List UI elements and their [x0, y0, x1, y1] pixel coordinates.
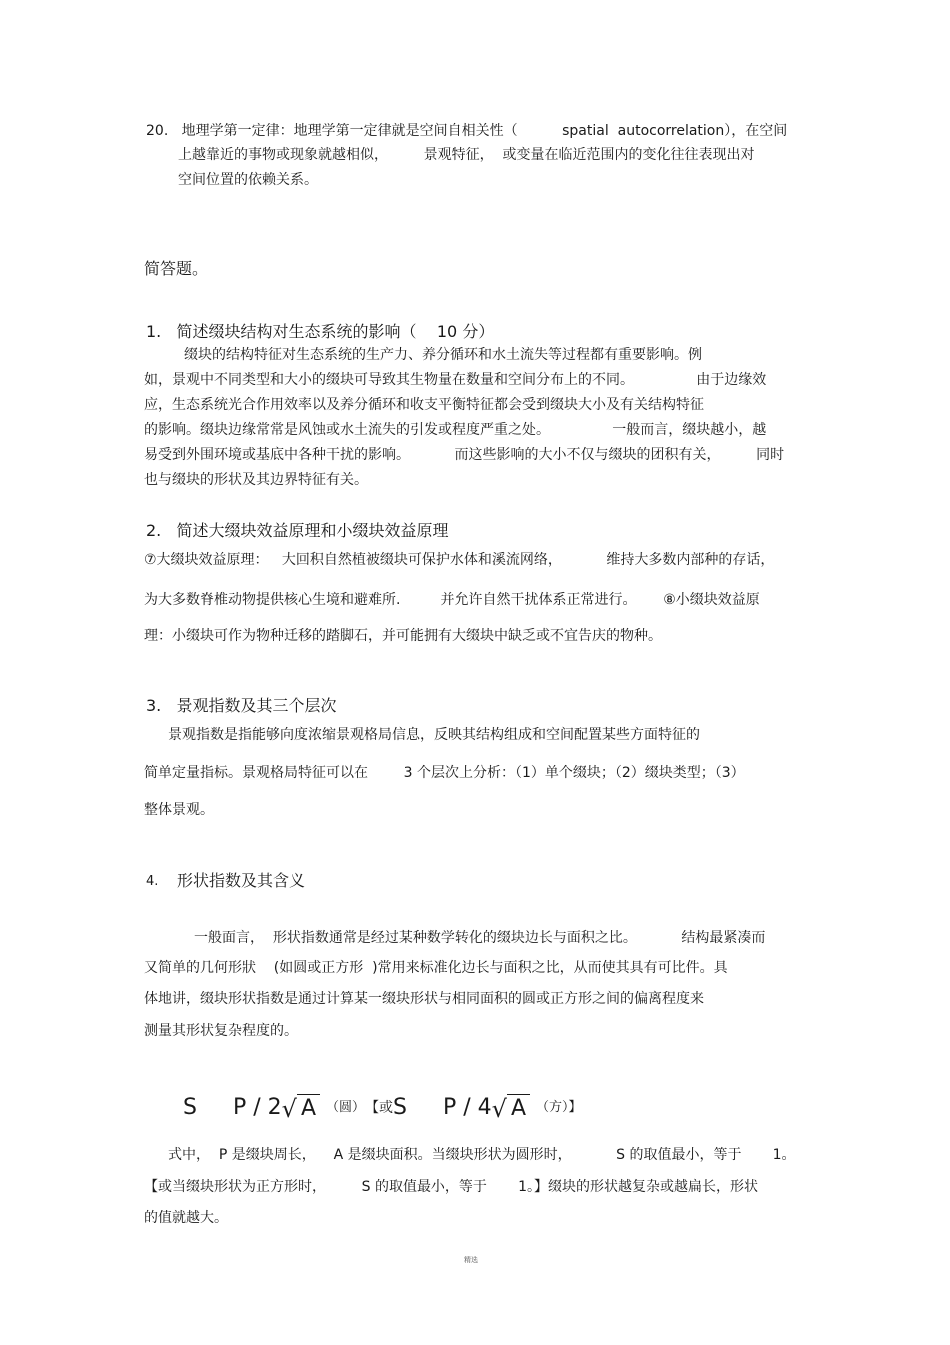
- q4-after-line: 【或当缀块形状为正方形时， S 的取值最小，等于 1。】缀块的形状越复杂或越扁长，形状: [144, 1179, 758, 1195]
- section-title: 简答题。: [144, 259, 209, 278]
- q2-line: 理：小缀块可作为物种迁移的踏脚石，并可能拥有大缀块中缺乏或不宜告庆的物种。: [144, 628, 662, 644]
- q2-line: 为大多数脊椎动物提供核心生境和避难所. 并允许自然干扰体系正常进行。 ⑧小缀块效益原: [144, 592, 760, 608]
- item20-line1: 20. 地理学第一定律：地理学第一定律就是空间自相关性（ spatial autocorrelation），在空间: [146, 123, 788, 139]
- item20-line2: 上越靠近的事物或现象就越相似， 景观特征， 或变量在临近范围内的变化往往表现出对: [178, 147, 755, 163]
- q2-heading: 2. 简述大缀块效益原理和小缀块效益原理: [146, 521, 449, 540]
- q4-line: 测量其形状复杂程度的。: [144, 1023, 298, 1039]
- q3-line: 简单定量指标。景观格局特征可以在 3 个层次上分析：（1）单个缀块；（2）缀块类型；（3）: [144, 765, 745, 781]
- q4-after-line: 式中， P 是缀块周长， A 是缀块面积。当缀块形状为圆形时， S 的取值最小，等于 1。: [168, 1147, 796, 1163]
- q1-line: 如，景观中不同类型和大小的缀块可导致其生物量在数量和空间分布上的不同。 由于边缘效: [144, 372, 767, 388]
- formula-or-open: 【或: [365, 1099, 394, 1116]
- formula-area-circle: A: [297, 1094, 320, 1123]
- formula-perimeter-circle: P / 2: [232, 1094, 282, 1120]
- q4-title: 形状指数及其含义: [177, 871, 306, 890]
- formula-circle-note: （圆）: [326, 1099, 366, 1115]
- q4-line: 体地讲，缀块形状指数是通过计算某一缀块形状与相同面积的圆或正方形之间的偏离程度来: [144, 991, 704, 1007]
- q4-number: 4.: [146, 874, 159, 889]
- formula-s-circle: S: [183, 1094, 197, 1120]
- q1-line: 缀块的结构特征对生态系统的生产力、养分循环和水土流失等过程都有重要影响。例: [184, 347, 702, 363]
- q1-line: 应，生态系统光合作用效率以及养分循环和收支平衡特征都会受到缀块大小及有关结构特征: [144, 397, 704, 413]
- shape-index-formula: [183, 1092, 582, 1123]
- formula-perimeter-square: P / 4: [442, 1094, 492, 1120]
- q2-line: ⑦大缀块效益原理： 大回积自然植被缀块可保护水体和溪流网络， 维持大多数内部种的存话，: [144, 552, 775, 568]
- q4-after-line: 的值就越大。: [144, 1210, 228, 1226]
- q4-line: 一般面言， 形状指数通常是经过某种数学转化的缀块边长与面积之比。 结构最紧凑而: [194, 930, 766, 946]
- q4-line: 又简单的几何形狀 (如圆或正方形 )常用来标准化边长与面积之比，从而使其具有可比件。具: [144, 960, 728, 976]
- page-footer: 精选: [464, 1256, 478, 1264]
- q3-line: 景观指数是指能够向度浓缩景观格局信息，反映其结构组成和空间配置某些方面特征的: [168, 727, 700, 743]
- item20-line3: 空间位置的依赖关系。: [178, 172, 318, 188]
- q1-line: 易受到外围环境或基底中各种干扰的影响。 而这些影响的大小不仅与缀块的团积有关， 同时: [144, 447, 785, 463]
- q1-line: 也与缀块的形状及其边界特征有关。: [144, 472, 368, 488]
- sqrt-area-square: [492, 1092, 530, 1123]
- formula-square-note: （方）】: [536, 1099, 582, 1115]
- sqrt-area-circle: [282, 1092, 320, 1123]
- q3-heading: 3. 景观指数及其三个层次: [146, 696, 337, 715]
- sqrt-icon: √: [281, 1095, 297, 1123]
- q1-line: 的影响。缀块边缘常常是风蚀或水土流失的引发或程度严重之处。 一般而言，缀块越小，越: [144, 422, 767, 438]
- formula-s-square: S: [393, 1094, 407, 1120]
- formula-area-square: A: [507, 1094, 530, 1123]
- q3-line: 整体景观。: [144, 802, 214, 818]
- q1-heading: 1. 简述缀块结构对生态系统的影响（ 10 分）: [146, 322, 495, 341]
- sqrt-icon: √: [491, 1095, 507, 1123]
